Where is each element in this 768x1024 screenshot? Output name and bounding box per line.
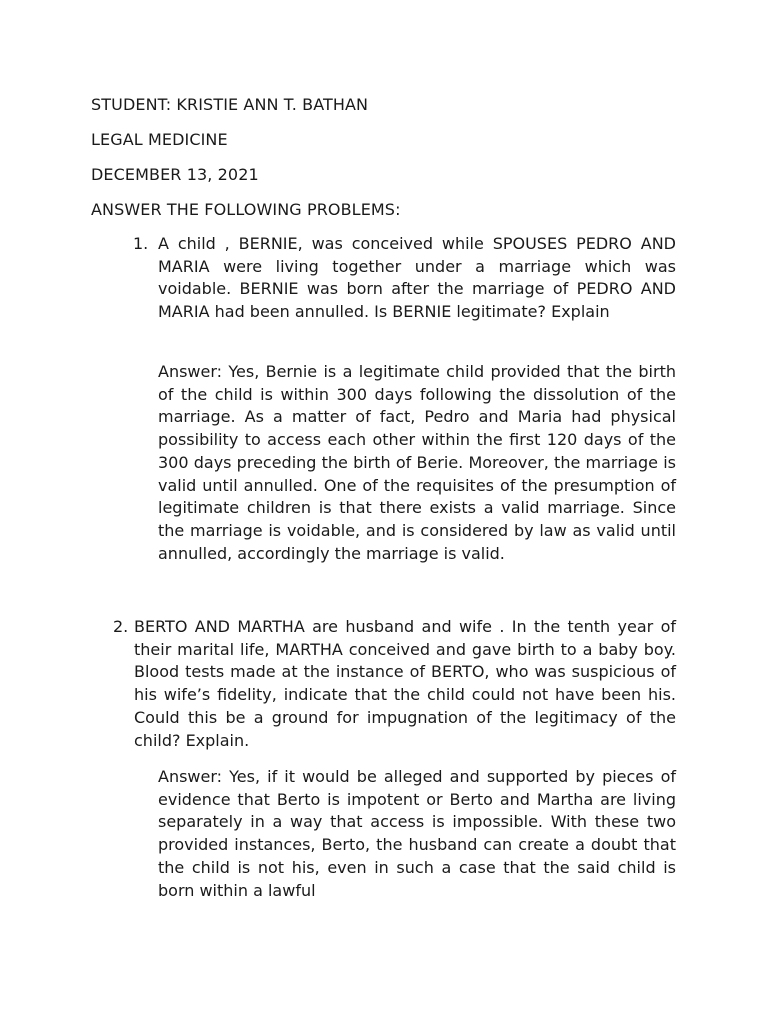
problem-1-number: 1. (133, 234, 149, 253)
problem-1-answer: Answer: Yes, Bernie is a legitimate child provided that the birth of the child is within 300 days following the dissolution of the marriage. As a matter of fact, Pedro and Maria had physical possibility to access each other within the first 120 days of the 300 days preceding the birth of Berie. Moreover, the marriage is valid until annulled. One of the requisites of the presumption of legitimate children is that there exists a valid marriage. Since the marriage is voidable, and is considered by law as valid until annulled, accordingly the marriage is valid. (158, 362, 676, 563)
problem-1-question: A child , BERNIE, was conceived while SPOUSES PEDRO AND MARIA were living together under a marriage which was voidable. BERNIE was born after the marriage of PEDRO AND MARIA had been annulled. Is BERNIE legitimate? Explain (158, 234, 676, 322)
subject-title: LEGAL MEDICINE (91, 130, 228, 149)
problem-2-number: 2. (113, 617, 129, 636)
document-date: DECEMBER 13, 2021 (91, 165, 259, 184)
student-name: STUDENT: KRISTIE ANN T. BATHAN (91, 95, 369, 114)
problem-2-question: BERTO AND MARTHA are husband and wife . In the tenth year of their marital life, MARTHA conceived and gave birth to a baby boy. Blood tests made at the instance of BERTO, who was suspicious of his wife’s fidelity, indicate that the child could not have been his. Could this be a ground for impugnation of the legitimacy of the child? Explain. (134, 617, 676, 750)
instruction-heading: ANSWER THE FOLLOWING PROBLEMS: (91, 200, 401, 219)
problem-2-answer: Answer: Yes, if it would be alleged and supported by pieces of evidence that Berto is impotent or Berto and Martha are living separately in a way that access is impossible. With these two provided instances, Berto, the husband can create a doubt that the child is not his, even in such a case that the said child is born within a lawful (158, 767, 676, 900)
